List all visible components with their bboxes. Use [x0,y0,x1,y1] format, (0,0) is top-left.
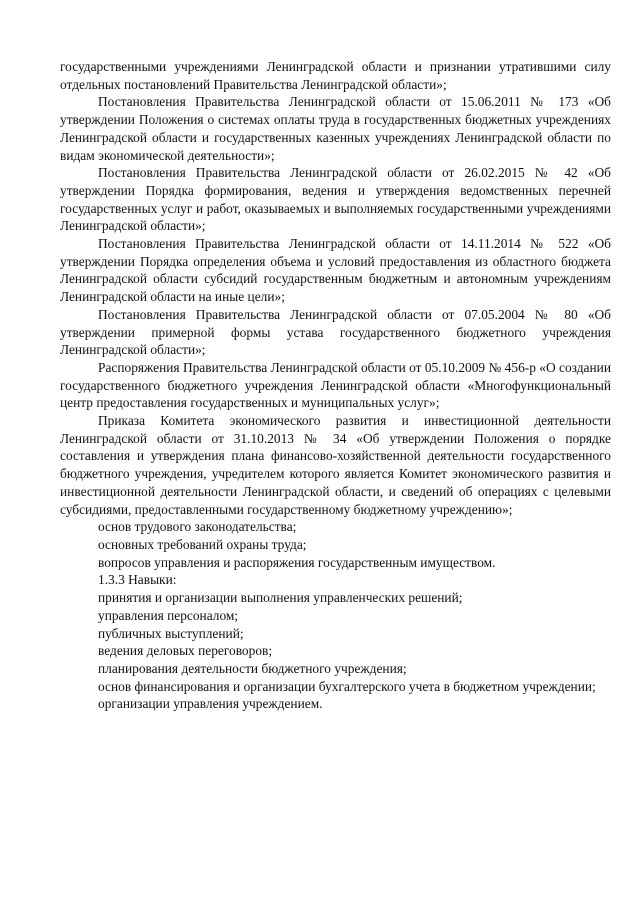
paragraph-resolution-80: Постановления Правительства Ленинградской области от 07.05.2004 № 80 «Об утверждении примерной формы устава государственного бюджетного учреждения Ленинградской области»; [60,306,611,358]
paragraph-order-456r: Распоряжения Правительства Ленинградской области от 05.10.2009 № 456-р «О создании государственного бюджетного учреждения Ленинградской области «Многофункциональный центр предоставления государственных и муниципальных услуг»; [60,359,611,411]
list-item: организации управления учреждением. [98,696,323,712]
paragraph-resolution-173: Постановления Правительства Ленинградской области от 15.06.2011 № 173 «Об утверждении Положения о системах оплаты труда в государственных бюджетных учреждениях Ленинградской области и государственных казенных учреждениях Ленинградской области по видам экономической деятельности»; [60,94,611,163]
document-page [60,58,611,713]
paragraph-resolution-522: Постановления Правительства Ленинградской области от 14.11.2014 № 522 «Об утверждении Порядка определения объема и условий предоставления из областного бюджета Ленинградской области субсидий государственным бюджетным и автономным учреждениям Ленинградской области на иные цели»; [60,236,611,305]
list-item: ведения деловых переговоров; [98,643,273,659]
paragraph-resolution-42: Постановления Правительства Ленинградской области от 26.02.2015 № 42 «Об утверждении Порядка формирования, ведения и утверждения ведомственных перечней государственных услуг и работ, оказываемых и выполняемых государственными учреждениями Ленинградской области»; [60,165,611,234]
list-item: вопросов управления и распоряжения государственным имуществом. [98,554,496,570]
list-item: основных требований охраны труда; [98,536,307,552]
list-item: управления персоналом; [98,607,239,623]
list-item: публичных выступлений; [98,625,244,641]
list-item: планирования деятельности бюджетного учреждения; [98,660,407,676]
paragraph-continuation: государственными учреждениями Ленинградской области и признании утратившими силу отдельных постановлений Правительства Ленинградской области»; [60,59,611,92]
section-heading-skills: 1.3.3 Навыки: [98,572,177,588]
list-item: основ финансирования и организации бухгалтерского учета в бюджетном учреждении; [98,678,596,694]
list-item: основ трудового законодательства; [98,519,297,535]
paragraph-committee-order-34: Приказа Комитета экономического развития и инвестиционной деятельности Ленинградской области от 31.10.2013 № 34 «Об утверждении Положения о порядке составления и утверждения плана финансово-хозяйственной деятельности государственного бюджетного учреждения, учредителем которого является Комитет экономического развития и инвестиционной деятельности Ленинградской области, и сведений об операциях с целевыми субсидиями, предоставленными государственному бюджетному учреждению»; [60,413,611,517]
list-item: принятия и организации выполнения управленческих решений; [98,590,463,606]
